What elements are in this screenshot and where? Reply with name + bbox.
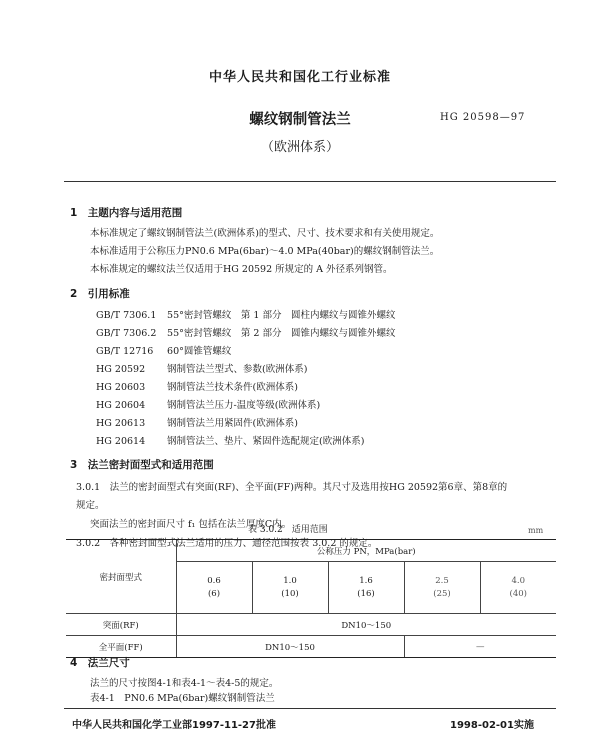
reference-code: HG 20604 xyxy=(96,400,146,411)
pressure-cell xyxy=(480,562,556,614)
section-1-paragraph: 本标准规定了螺纹钢制管法兰(欧洲体系)的型式、尺寸、技术要求和有关使用规定。 xyxy=(90,228,440,239)
table-unit: mm xyxy=(528,526,544,535)
reference-code: GB/T 7306.2 xyxy=(96,328,157,339)
clause-3-0-1-continued: 规定。 xyxy=(76,500,105,511)
standard-code: HG 20598—97 xyxy=(440,112,526,123)
reference-title: 55°密封管螺纹 第 2 部分 圆锥内螺纹与圆锥外螺纹 xyxy=(167,328,396,339)
reference-title: 60°圆锥管螺纹 xyxy=(167,346,232,357)
pressure-bar: (40) xyxy=(509,589,527,599)
reference-item xyxy=(96,361,307,375)
reference-code: GB/T 7306.1 xyxy=(96,310,157,321)
pressure-mpa: 4.0 xyxy=(511,576,526,586)
section-3-heading: 3 法兰密封面型式和适用范围 xyxy=(70,459,214,471)
reference-item xyxy=(96,379,298,393)
pressure-bar: (6) xyxy=(207,589,221,599)
reference-item xyxy=(96,433,364,447)
approval-note: 中华人民共和国化学工业部1997-11-27批准 xyxy=(72,720,276,731)
pressure-bar: (25) xyxy=(433,589,451,599)
row-range: DN10～150 xyxy=(176,614,556,636)
reference-item xyxy=(96,397,320,411)
reference-item xyxy=(96,415,298,429)
clause-3-0-1-note: 突面法兰的密封面尺寸 f₁ 包括在法兰厚度C内。 xyxy=(90,519,292,530)
header-rule xyxy=(64,181,556,182)
table-row xyxy=(66,614,556,636)
document-subtitle: （欧洲体系） xyxy=(260,140,339,155)
reference-title: 钢制管法兰压力-温度等级(欧洲体系) xyxy=(167,400,321,411)
pressure-bar: (16) xyxy=(357,589,375,599)
reference-code: HG 20592 xyxy=(96,364,146,375)
reference-item xyxy=(96,307,395,321)
row-range: DN10～150 xyxy=(176,636,404,658)
reference-title: 钢制管法兰型式、参数(欧洲体系) xyxy=(167,364,308,375)
reference-title: 钢制管法兰、垫片、紧固件选配规定(欧洲体系) xyxy=(167,436,365,447)
pressure-mpa: 1.0 xyxy=(283,576,297,586)
reference-item xyxy=(96,325,395,339)
table-group-header: 公称压力 PN，MPa(bar) xyxy=(176,540,556,562)
section-4-heading: 4 法兰尺寸 xyxy=(70,657,130,669)
document-title: 螺纹钢制管法兰 xyxy=(249,112,351,128)
standard-category: 中华人民共和国化工行业标准 xyxy=(208,70,391,85)
clause-3-0-1: 3.0.1 法兰的密封面型式有突面(RF)、全平面(FF)两种。其尺寸及选用按HG 20592第6章、第8章的 xyxy=(76,482,508,493)
reference-code: GB/T 12716 xyxy=(96,346,154,357)
scope-table xyxy=(66,539,556,658)
pressure-mpa: 0.6 xyxy=(207,576,221,586)
table-row xyxy=(66,636,556,658)
table-4-1-title: 表4-1 PN0.6 MPa(6bar)螺纹钢制管法兰 xyxy=(90,693,275,704)
section-1-heading: 1 主题内容与适用范围 xyxy=(70,207,183,219)
implementation-date: 1998-02-01实施 xyxy=(450,720,534,731)
pressure-cell xyxy=(252,562,328,614)
reference-code: HG 20614 xyxy=(96,436,146,447)
clause-3-0-2: 3.0.2 各种密封面型式法兰适用的压力、通径范围按表 3.0.2 的规定。 xyxy=(76,538,378,549)
section-1-paragraph: 本标准规定的螺纹法兰仅适用于HG 20592 所规定的 A 外径系列钢管。 xyxy=(90,264,393,275)
section-4-paragraph: 法兰的尺寸按图4-1和表4-1～表4-5的规定。 xyxy=(90,678,279,689)
pressure-bar: (10) xyxy=(281,589,299,599)
table-caption: 表 3.0.2 适用范围 xyxy=(248,525,328,535)
row-empty: — xyxy=(404,636,556,658)
reference-code: HG 20603 xyxy=(96,382,146,393)
section-1-paragraph: 本标准适用于公称压力PN0.6 MPa(6bar)～4.0 MPa(40bar)的螺纹钢制管法兰。 xyxy=(90,246,440,257)
pressure-cell xyxy=(328,562,404,614)
reference-title: 钢制管法兰用紧固件(欧洲体系) xyxy=(167,418,298,429)
table-row-header: 密封面型式 xyxy=(66,540,176,614)
pressure-mpa: 2.5 xyxy=(435,576,449,586)
reference-item xyxy=(96,343,231,357)
section-2-heading: 2 引用标准 xyxy=(70,288,130,300)
footer-rule xyxy=(64,708,556,709)
row-label: 突面(RF) xyxy=(66,614,176,636)
pressure-mpa: 1.6 xyxy=(359,576,373,586)
pressure-cell xyxy=(176,562,252,614)
reference-code: HG 20613 xyxy=(96,418,146,429)
reference-title: 钢制管法兰技术条件(欧洲体系) xyxy=(167,382,298,393)
pressure-cell xyxy=(404,562,480,614)
row-label: 全平面(FF) xyxy=(66,636,176,658)
reference-title: 55°密封管螺纹 第 1 部分 圆柱内螺纹与圆锥外螺纹 xyxy=(167,310,396,321)
